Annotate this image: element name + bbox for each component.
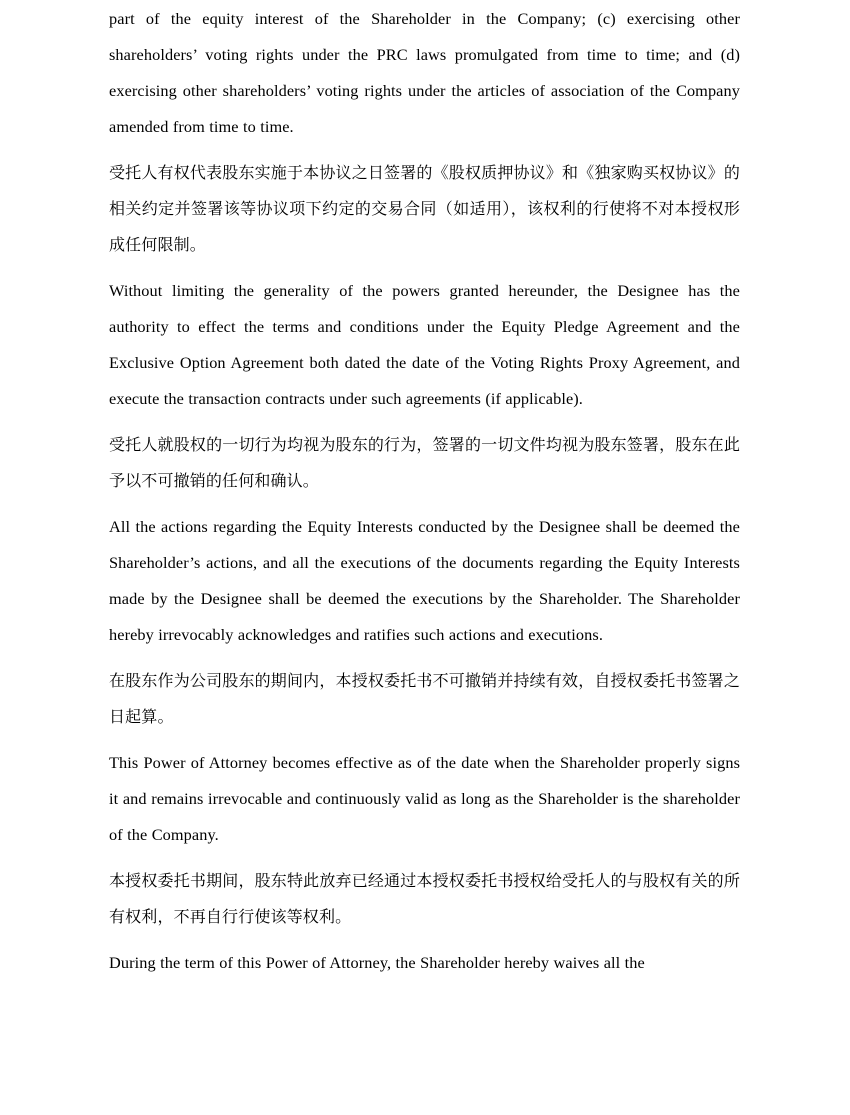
paragraph-english-effective-date: This Power of Attorney becomes effective as of the date when the Shareholder properly signs it and remains irrevocable and continuously valid as long as the Shareholder is the shareholder of the Company. [109,753,740,844]
paragraph-chinese-actions-deemed: 受托人就股权的一切行为均视为股东的行为，签署的一切文件均视为股东签署，股东在此予以不可撤销的任何和确认。 [109,435,740,490]
paragraph-english-without-limiting: Without limiting the generality of the powers granted hereunder, the Designee has the authority to effect the terms and conditions under the Equity Pledge Agreement and the Exclusive Option Agreement both dated the date of the Voting Rights Proxy Agreement, and execute the transaction contracts under such agreements (if applicable). [109,281,740,408]
paragraph-english-all-actions: All the actions regarding the Equity Interests conducted by the Designee shall be deemed the Shareholder’s actions, and all the executions of the documents regarding the Equity Interests made by the Designee shall be deemed the executions by the Shareholder. The Shareholder hereby irrevocably acknowledges and ratifies such actions and executions. [109,517,740,644]
document-text-column [109,0,740,981]
paragraph-chinese-irrevocable-term: 在股东作为公司股东的期间内，本授权委托书不可撤销并持续有效，自授权委托书签署之日起算。 [109,671,740,726]
paragraph-chinese-pledge-option: 受托人有权代表股东实施于本协议之日签署的《股权质押协议》和《独家购买权协议》的相关约定并签署该等协议项下约定的交易合同（如适用），该权利的行使将不对本授权形成任何限制。 [109,163,740,254]
paragraph-english-continued: part of the equity interest of the Shareholder in the Company; (c) exercising other shareholders’ voting rights under the PRC laws promulgated from time to time; and (d) exercising other shareholders’ voting rights under the articles of association of the Company amended from time to time. [109,9,740,136]
paragraph-chinese-waiver: 本授权委托书期间，股东特此放弃已经通过本授权委托书授权给受托人的与股权有关的所有权利，不再自行行使该等权利。 [109,871,740,926]
paragraph-english-during-term-truncated: During the term of this Power of Attorney, the Shareholder hereby waives all the [109,953,645,972]
